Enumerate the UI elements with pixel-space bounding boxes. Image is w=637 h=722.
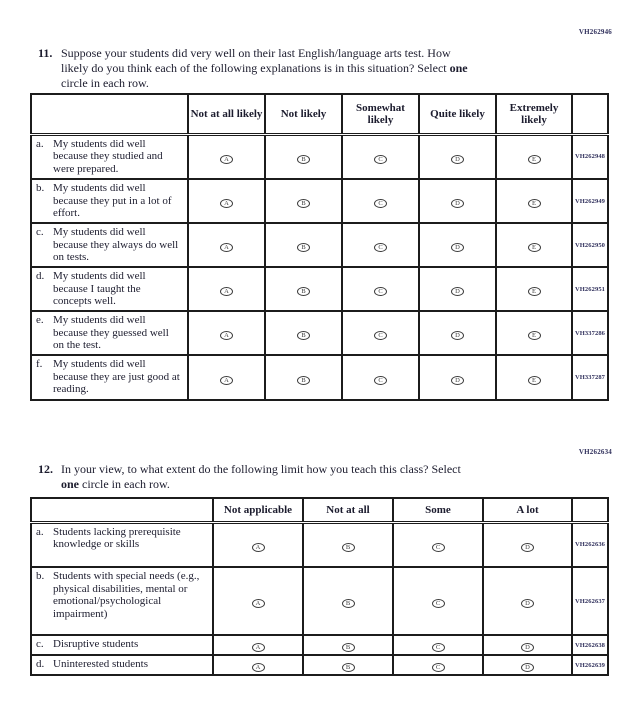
row-letter: b. (36, 570, 45, 582)
row-accession-code: VH262637 (572, 567, 608, 635)
answer-bubble-a[interactable]: A (220, 199, 233, 208)
row-statement: My students did well because they studied and were prepared. (53, 137, 163, 175)
answer-bubble-c[interactable]: C (374, 331, 387, 340)
row-statement: Disruptive students (53, 638, 139, 650)
row-letter: a. (36, 525, 44, 538)
answer-bubble-a[interactable]: A (220, 331, 233, 340)
row-letter: a. (36, 137, 44, 150)
answer-bubble-a[interactable]: A (220, 155, 233, 164)
question-12-number: 12. (38, 462, 53, 476)
answer-bubble-b[interactable]: B (342, 643, 355, 652)
answer-bubble-c[interactable]: C (374, 376, 387, 385)
table-row (31, 655, 608, 675)
answer-bubble-d[interactable]: D (521, 543, 534, 552)
column-header-quite-likely: Quite likely (419, 94, 496, 134)
table-header-row (31, 94, 608, 134)
answer-bubble-c[interactable]: C (374, 243, 387, 252)
answer-bubble-c[interactable]: C (432, 663, 445, 672)
table-row (31, 179, 608, 223)
question-12-accession-code: VH262634 (578, 448, 612, 456)
column-header-some: Some (393, 498, 483, 522)
table-row (31, 311, 608, 355)
answer-bubble-d[interactable]: D (451, 155, 464, 164)
question-12-line1: In your view, to what extent do the following limit how you teach this class? Select (61, 462, 461, 476)
question-12-response-table (30, 497, 609, 676)
answer-bubble-a[interactable]: A (252, 643, 265, 652)
question-12-text (61, 462, 461, 492)
answer-bubble-d[interactable]: D (451, 331, 464, 340)
header-code-blank (572, 94, 608, 134)
question-11-text (61, 46, 468, 91)
row-letter: d. (36, 270, 45, 282)
column-header-somewhat-likely: Somewhat likely (342, 94, 419, 134)
header-blank (31, 94, 188, 134)
table-row (31, 267, 608, 311)
answer-bubble-b[interactable]: B (297, 155, 310, 164)
table-row (31, 355, 608, 400)
answer-bubble-c[interactable]: C (432, 599, 445, 608)
answer-bubble-c[interactable]: C (432, 543, 445, 552)
answer-bubble-d[interactable]: D (521, 663, 534, 672)
answer-bubble-e[interactable]: E (528, 376, 541, 385)
row-statement: My students did well because they are just good at reading. (53, 358, 180, 395)
answer-bubble-a[interactable]: A (220, 287, 233, 296)
column-header-not-at-all-likely: Not at all likely (188, 94, 265, 134)
row-letter: f. (36, 358, 43, 370)
question-11-number: 11. (38, 46, 53, 60)
row-letter: d. (36, 658, 45, 670)
answer-bubble-b[interactable]: B (342, 543, 355, 552)
table-row (31, 522, 608, 567)
question-12 (38, 462, 461, 492)
answer-bubble-c[interactable]: C (374, 155, 387, 164)
table-row (31, 567, 608, 635)
answer-bubble-e[interactable]: E (528, 155, 541, 164)
question-11-line2: likely do you think each of the following explanations is in this situation? Select one (61, 61, 468, 75)
question-11-line3: circle in each row. (61, 76, 149, 90)
question-11 (38, 46, 468, 91)
question-11-line1: Suppose your students did very well on their last English/language arts test. How (61, 46, 451, 60)
row-accession-code: VH262638 (572, 635, 608, 655)
answer-bubble-a[interactable]: A (252, 599, 265, 608)
row-accession-code: VH262636 (572, 522, 608, 567)
answer-bubble-a[interactable]: A (220, 243, 233, 252)
question-12-line2: one circle in each row. (61, 477, 170, 491)
row-accession-code: VH262949 (572, 179, 608, 223)
column-header-a-lot: A lot (483, 498, 572, 522)
row-statement: My students did well because they always do well on tests. (53, 226, 179, 263)
answer-bubble-d[interactable]: D (521, 599, 534, 608)
answer-bubble-b[interactable]: B (297, 376, 310, 385)
answer-bubble-c[interactable]: C (374, 199, 387, 208)
row-accession-code: VH262639 (572, 655, 608, 675)
answer-bubble-b[interactable]: B (297, 287, 310, 296)
answer-bubble-e[interactable]: E (528, 243, 541, 252)
row-statement: Students lacking prerequisite knowledge or skills (53, 525, 181, 550)
answer-bubble-d[interactable]: D (521, 643, 534, 652)
answer-bubble-b[interactable]: B (297, 199, 310, 208)
row-letter: c. (36, 638, 44, 650)
row-statement: Students with special needs (e.g., physical disabilities, mental or emotional/psychological impairment) (53, 570, 200, 620)
answer-bubble-a[interactable]: A (220, 376, 233, 385)
row-statement: My students did well because I taught the concepts well. (53, 270, 146, 307)
answer-bubble-c[interactable]: C (432, 643, 445, 652)
row-accession-code: VH337286 (572, 311, 608, 355)
answer-bubble-d[interactable]: D (451, 199, 464, 208)
answer-bubble-d[interactable]: D (451, 287, 464, 296)
table-row (31, 635, 608, 655)
table-row (31, 134, 608, 179)
answer-bubble-c[interactable]: C (374, 287, 387, 296)
header-code-blank (572, 498, 608, 522)
answer-bubble-e[interactable]: E (528, 331, 541, 340)
row-letter: b. (36, 182, 45, 194)
answer-bubble-b[interactable]: B (297, 243, 310, 252)
answer-bubble-a[interactable]: A (252, 663, 265, 672)
answer-bubble-b[interactable]: B (297, 331, 310, 340)
table-header-row (31, 498, 608, 522)
question-11-response-table (30, 93, 609, 401)
answer-bubble-d[interactable]: D (451, 243, 464, 252)
row-letter: e. (36, 314, 44, 326)
row-accession-code: VH262951 (572, 267, 608, 311)
column-header-not-at-all: Not at all (303, 498, 393, 522)
answer-bubble-a[interactable]: A (252, 543, 265, 552)
row-accession-code: VH262950 (572, 223, 608, 267)
question-11-accession-code: VH262946 (578, 28, 612, 36)
answer-bubble-e[interactable]: E (528, 287, 541, 296)
column-header-not-applicable: Not applicable (213, 498, 303, 522)
answer-bubble-b[interactable]: B (342, 663, 355, 672)
header-blank (31, 498, 213, 522)
table-row (31, 223, 608, 267)
row-statement: Uninterested students (53, 658, 149, 670)
answer-bubble-b[interactable]: B (342, 599, 355, 608)
answer-bubble-d[interactable]: D (451, 376, 464, 385)
answer-bubble-e[interactable]: E (528, 199, 541, 208)
row-accession-code: VH337287 (572, 355, 608, 400)
row-accession-code: VH262948 (572, 134, 608, 179)
row-statement: My students did well because they put in a lot of effort. (53, 182, 172, 219)
row-letter: c. (36, 226, 44, 238)
column-header-not-likely: Not likely (265, 94, 342, 134)
row-statement: My students did well because they guessed well on the test. (53, 314, 169, 351)
column-header-extremely-likely: Extremely likely (496, 94, 572, 134)
